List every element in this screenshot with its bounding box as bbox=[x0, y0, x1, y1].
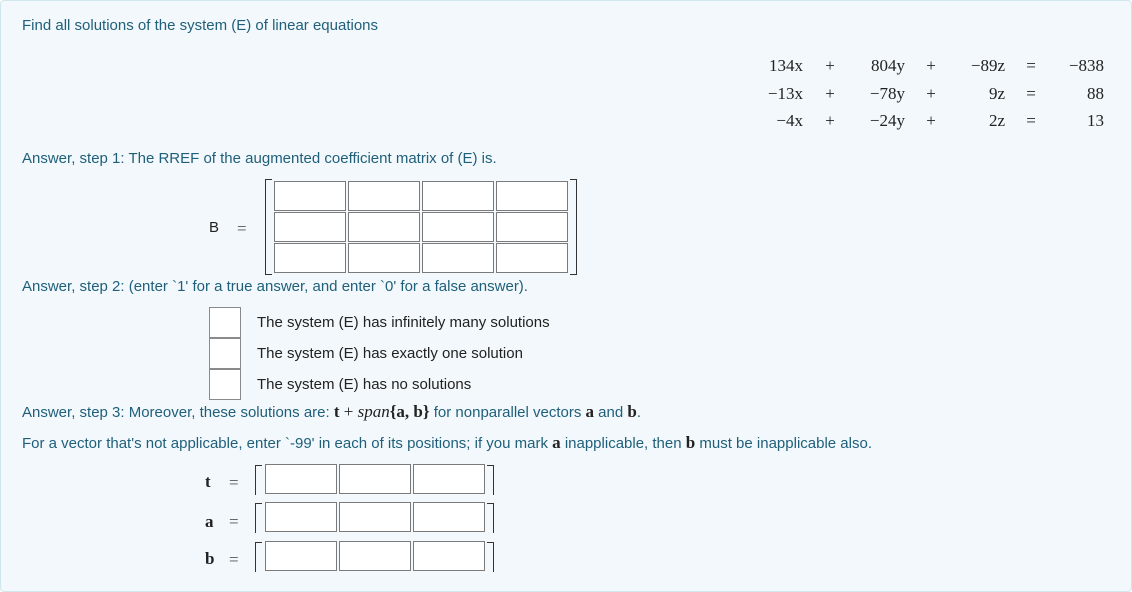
infinitely-many-label: The system (E) has infinitely many solutions bbox=[257, 314, 550, 331]
matrix-b-cell[interactable] bbox=[422, 212, 494, 242]
step2-text: Answer, step 2: (enter `1' for a true answer, and enter `0' for a false answer). bbox=[22, 278, 528, 295]
vector-b-entry[interactable] bbox=[413, 541, 485, 571]
note-mid: inapplicable, then bbox=[560, 435, 686, 452]
step3-period: . bbox=[636, 404, 642, 421]
vector-t-left-bracket bbox=[255, 465, 262, 495]
matrix-b-equals: = bbox=[237, 219, 247, 238]
eq2-term-x: −13x bbox=[767, 84, 803, 103]
exactly-one-answer-input[interactable] bbox=[209, 338, 241, 369]
vector-a-entry[interactable] bbox=[413, 502, 485, 532]
step3-b: b bbox=[627, 402, 637, 421]
eq3-term-y: −24y bbox=[869, 111, 905, 130]
step3-plus: + bbox=[339, 402, 358, 421]
no-solutions-label: The system (E) has no solutions bbox=[257, 376, 472, 393]
vector-t-entry[interactable] bbox=[413, 464, 485, 494]
step3-span: span bbox=[357, 402, 390, 421]
no-solutions-answer-input[interactable] bbox=[209, 369, 241, 400]
step3-suffix: for nonparallel vectors bbox=[429, 404, 586, 421]
eq1-equals: = bbox=[1026, 56, 1036, 75]
note-b: b bbox=[685, 433, 696, 452]
eq3-plus-2: + bbox=[926, 111, 936, 130]
matrix-b-cell[interactable] bbox=[274, 243, 346, 273]
note-pre: For a vector that's not applicable, enter `-99' in each of its positions; if you mark bbox=[22, 435, 553, 452]
vector-a-equals: = bbox=[229, 512, 239, 531]
question-text: Find all solutions of the system (E) of linear equations bbox=[22, 17, 379, 34]
exactly-one-label: The system (E) has exactly one solution bbox=[257, 345, 523, 362]
eq1-term-z: −89z bbox=[970, 56, 1005, 75]
infinitely-many-answer-input[interactable] bbox=[209, 307, 241, 338]
vector-t-label: t bbox=[205, 472, 211, 491]
matrix-b-cell[interactable] bbox=[422, 181, 494, 211]
matrix-b-cell[interactable] bbox=[274, 212, 346, 242]
matrix-b-cell[interactable] bbox=[348, 181, 420, 211]
step3-set: {a, b} bbox=[389, 402, 430, 421]
vector-b-equals: = bbox=[229, 550, 239, 569]
vector-b-right-bracket bbox=[487, 542, 494, 572]
vector-t-entry[interactable] bbox=[265, 464, 337, 494]
vector-b-entry[interactable] bbox=[265, 541, 337, 571]
vector-b-left-bracket bbox=[255, 542, 262, 572]
matrix-b-cell[interactable] bbox=[274, 181, 346, 211]
eq3-equals: = bbox=[1026, 111, 1036, 130]
note-a: a bbox=[552, 433, 561, 452]
eq1-term-x: 134x bbox=[769, 56, 803, 75]
eq3-term-x: −4x bbox=[776, 111, 803, 130]
eq2-rhs: 88 bbox=[1087, 84, 1104, 103]
eq1-plus-1: + bbox=[825, 56, 835, 75]
matrix-b-right-bracket bbox=[570, 179, 577, 275]
eq3-term-z: 2z bbox=[988, 111, 1005, 130]
matrix-b-cell[interactable] bbox=[348, 243, 420, 273]
matrix-b-label: B bbox=[209, 219, 220, 236]
eq2-plus-2: + bbox=[926, 84, 936, 103]
vector-b-label: b bbox=[205, 549, 215, 568]
eq2-equals: = bbox=[1026, 84, 1036, 103]
vector-a-left-bracket bbox=[255, 503, 262, 533]
matrix-b-cell[interactable] bbox=[422, 243, 494, 273]
matrix-b-cell[interactable] bbox=[348, 212, 420, 242]
vector-t-entry[interactable] bbox=[339, 464, 411, 494]
eq3-rhs: 13 bbox=[1087, 111, 1104, 130]
eq1-rhs: −838 bbox=[1068, 56, 1104, 75]
vector-a-entry[interactable] bbox=[339, 502, 411, 532]
eq1-plus-2: + bbox=[926, 56, 936, 75]
step3-text bbox=[22, 402, 641, 422]
matrix-b-cell[interactable] bbox=[496, 181, 568, 211]
eq1-term-y: 804y bbox=[871, 56, 905, 75]
matrix-b-left-bracket bbox=[265, 179, 272, 275]
vector-b-entry[interactable] bbox=[339, 541, 411, 571]
step3-and: and bbox=[594, 404, 628, 421]
matrix-b-cell[interactable] bbox=[496, 243, 568, 273]
eq2-term-z: 9z bbox=[988, 84, 1005, 103]
vector-a-label: a bbox=[205, 512, 214, 531]
step3-a: a bbox=[585, 402, 595, 421]
vector-t-right-bracket bbox=[487, 465, 494, 495]
step3-prefix: Answer, step 3: Moreover, these solutions are: bbox=[22, 404, 334, 421]
matrix-b-cell[interactable] bbox=[496, 212, 568, 242]
eq3-plus-1: + bbox=[825, 111, 835, 130]
note-post: must be inapplicable also. bbox=[695, 435, 872, 452]
eq2-plus-1: + bbox=[825, 84, 835, 103]
step3-note bbox=[22, 433, 872, 453]
step3-t: t bbox=[333, 402, 340, 421]
eq2-term-y: −78y bbox=[869, 84, 905, 103]
step1-text: Answer, step 1: The RREF of the augmented coefficient matrix of (E) is. bbox=[22, 150, 497, 167]
vector-a-entry[interactable] bbox=[265, 502, 337, 532]
vector-a-right-bracket bbox=[487, 503, 494, 533]
vector-t-equals: = bbox=[229, 473, 239, 492]
